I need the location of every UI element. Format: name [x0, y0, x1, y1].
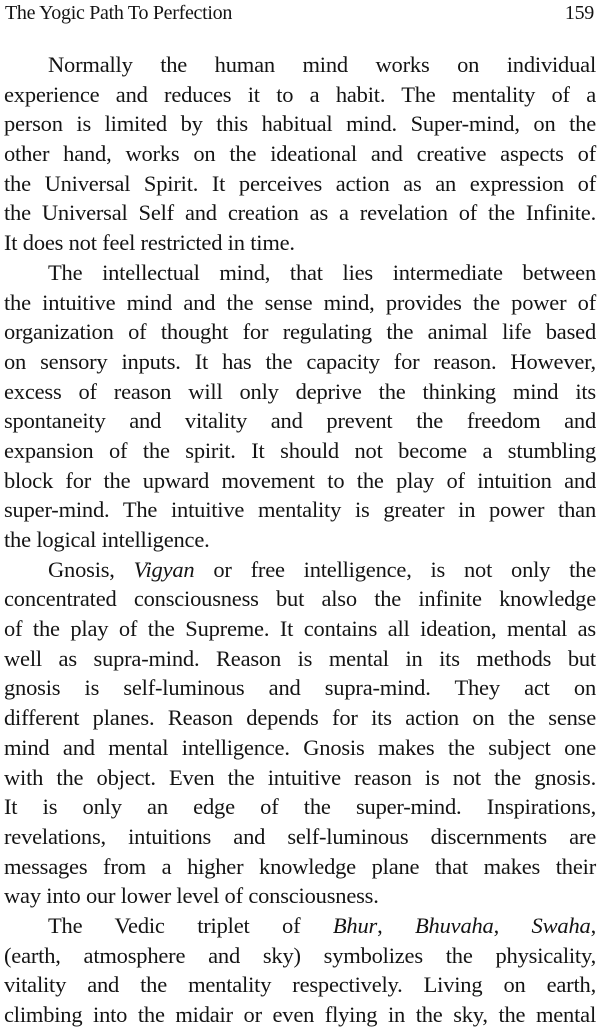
italic-term: Vigyan: [133, 556, 195, 582]
text-line: The intellectual mind, that lies intermediate between: [48, 259, 596, 285]
text-line: super-mind. The intuitive mentality is greater in power than: [4, 497, 596, 523]
text-line: the Universal Self and creation as a revelation of the Infinite.: [4, 200, 596, 226]
text-line: climbing into the midair or even flying in the sky, the mental: [4, 1002, 596, 1027]
text-line: spontaneity and vitality and prevent the freedom and: [4, 408, 596, 434]
body-text: [4, 50, 596, 1030]
text-line: messages from a higher knowledge plane that makes their: [4, 853, 596, 879]
text-line: gnosis is self-luminous and supra-mind. They act on: [4, 675, 596, 701]
text-run: ,: [590, 912, 596, 938]
running-header: [5, 2, 594, 28]
text-line: It does not feel restricted in time.: [4, 230, 295, 256]
text-line: way into our lower level of consciousness.: [4, 883, 379, 909]
text-line: [4, 911, 596, 941]
paragraph: [4, 50, 596, 258]
text-run: or free intelligence, is not only the: [194, 556, 596, 582]
text-line: expansion of the spirit. It should not become a stumbling: [4, 437, 596, 463]
text-line: concentrated consciousness but also the infinite knowledge: [4, 586, 596, 612]
text-run: The Vedic triplet of: [48, 912, 333, 938]
page-number: 159: [564, 2, 594, 24]
text-line: person is limited by this habitual mind. Super-mind, on the: [4, 111, 596, 137]
text-run: ,: [377, 912, 416, 938]
italic-term: Bhur: [332, 912, 378, 938]
text-line: of the play of the Supreme. It contains all ideation, mental as: [4, 616, 596, 642]
italic-term: Bhuvaha: [415, 912, 494, 938]
text-run: Gnosis,: [48, 556, 134, 582]
paragraph: [4, 555, 596, 911]
text-line: well as supra-mind. Reason is mental in its methods but: [4, 645, 596, 671]
text-line: (earth, atmosphere and sky) symbolizes the physicality,: [4, 942, 596, 968]
text-line: organization of thought for regulating the animal life based: [4, 319, 596, 345]
text-line: different planes. Reason depends for its action on the sense: [4, 705, 596, 731]
text-line: excess of reason will only deprive the thinking mind its: [4, 378, 596, 404]
paragraph: [4, 911, 596, 1030]
text-line: the Universal Spirit. It perceives action as an expression of: [4, 170, 596, 196]
italic-term: Swaha: [531, 912, 591, 938]
paragraph: [4, 258, 596, 555]
text-line: vitality and the mentality respectively. Living on earth,: [4, 972, 596, 998]
text-line: It is only an edge of the super-mind. Inspirations,: [4, 794, 596, 820]
text-line: [4, 555, 596, 585]
text-line: with the object. Even the intuitive reason is not the gnosis.: [4, 764, 596, 790]
text-line: Normally the human mind works on individual: [48, 52, 596, 77]
text-line: block for the upward movement to the play of intuition and: [4, 467, 596, 493]
text-line: experience and reduces it to a habit. The mentality of a: [4, 81, 596, 107]
text-run: ,: [493, 912, 532, 938]
text-line: other hand, works on the ideational and creative aspects of: [4, 141, 596, 167]
running-title: The Yogic Path To Perfection: [5, 2, 233, 24]
text-line: on sensory inputs. It has the capacity for reason. However,: [4, 348, 596, 374]
text-line: mind and mental intelligence. Gnosis makes the subject one: [4, 734, 596, 760]
text-line: revelations, intuitions and self-luminous discernments are: [4, 823, 596, 849]
text-line: the logical intelligence.: [4, 527, 210, 552]
text-line: the intuitive mind and the sense mind, provides the power of: [4, 289, 596, 315]
